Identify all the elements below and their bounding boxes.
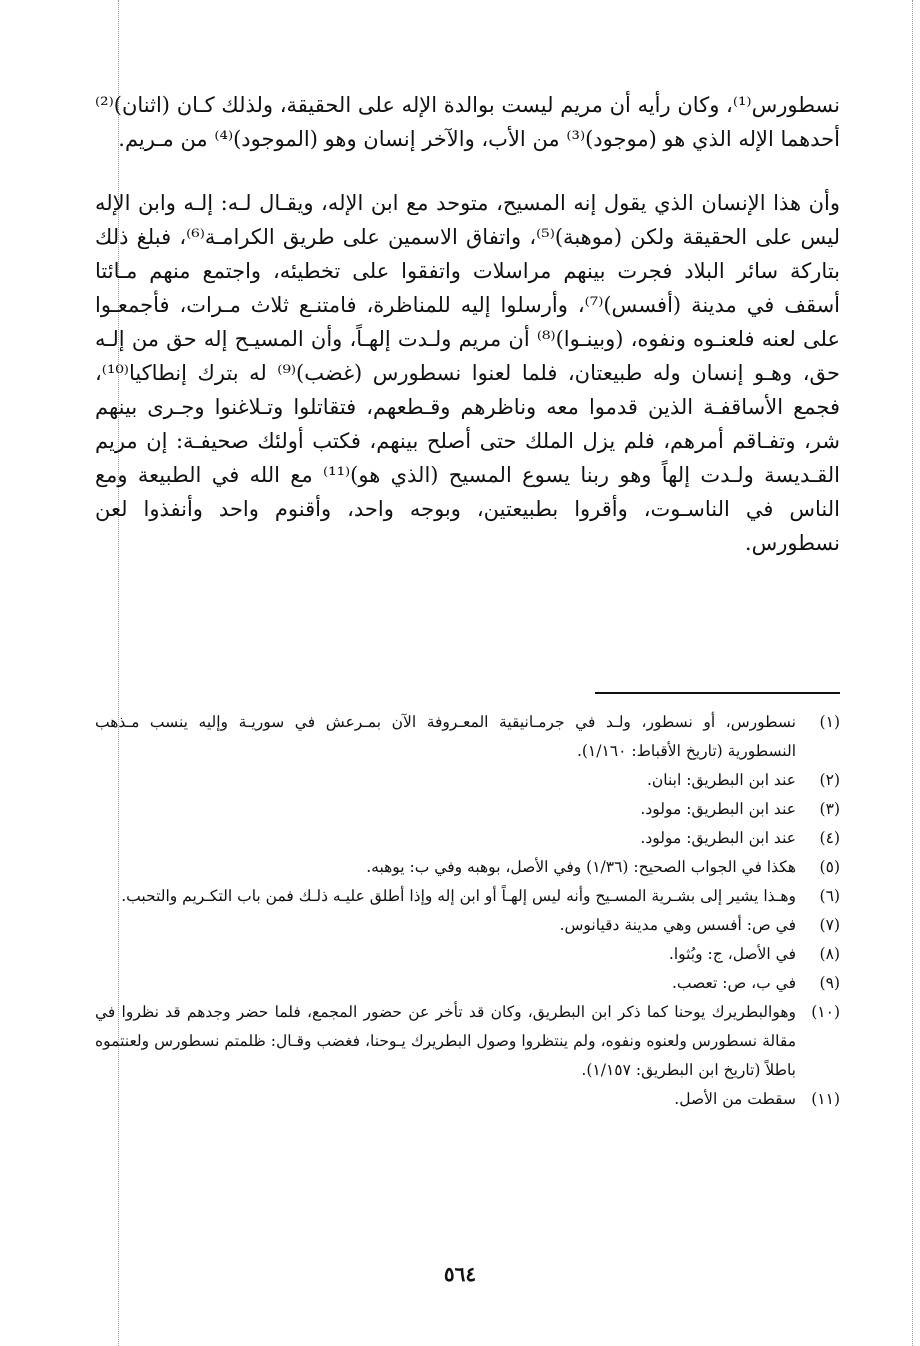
footnote-number: (٢) [819, 771, 840, 789]
footnote-number: (١١) [811, 1090, 840, 1108]
footnote-text: وهوالبطريرك يوحنا كما ذكر ابن البطريق، وكان قد تأخر عن حضور المجمع، فلما حضر وجدهم قد نظروا في مقالة نسطورس ولعنوه ونفوه، ولم ينتظروا وصول البطريرك يـوحنا، فغضب وقـال: ظلمتم نسطورس ولعنتموه باطلاً (تاريخ ابن البطريق: ١/١٥٧). [95, 1003, 796, 1079]
footnote [95, 940, 840, 969]
footnote-number: (٤) [819, 829, 840, 847]
footnote-separator [595, 692, 840, 694]
footnote-text: في ب، ص: تعصب. [671, 974, 796, 992]
footnote-text: عند ابن البطريق: ابنان. [646, 771, 796, 789]
footnote-number: (١) [819, 713, 840, 731]
page-number: ٥٦٤ [443, 1262, 477, 1286]
footnote [95, 969, 840, 998]
footnote [95, 824, 840, 853]
footnote-number: (٩) [819, 974, 840, 992]
footnote-text: هكذا في الجواب الصحيح: (١/٣٦) وفي الأصل، بوهبه وفي ب: يوهبه. [366, 858, 796, 876]
footnote-text: سقطت من الأصل. [674, 1090, 796, 1108]
footnote-text: وهـذا يشير إلى بشـرية المسـيح وأنه ليس إلهـاً أو ابن إله وإذا أطلق عليـه ذلـك فمن باب التكـريم والتحبب. [121, 887, 796, 905]
footnote-text: عند ابن البطريق: مولود. [640, 800, 796, 818]
footnote-text: نسطورس، أو نسطور، ولـد في جرمـانيقية المعـروفة الآن بمـرعش في سوريـة وإليه ينسب مـذهب النسطورية (تاريخ الأقباط: ١/١٦٠). [95, 713, 796, 760]
paragraph: وأن هذا الإنسان الذي يقول إنه المسيح، متوحد مع ابن الإله، ويقـال لـه: إلـه وابن الإله ليس على الحقيقة ولكن (موهبة)⁽⁵⁾، واتفاق الاسمين على طريق الكرامـة⁽⁶⁾، فبلغ ذلك بتاركة سائر البلاد فجرت بينهم مراسلات واتفقوا على تخطيئه، واجتمع منهم مـائتا أسقف في مدينة (أفسس)⁽⁷⁾، وأرسلوا إليه للمناظرة، فامتنـع ثلاث مـرات، فأجمعـوا على لعنه فلعنـوه ونفوه، (وبينـوا)⁽⁸⁾ أن مريم ولـدت إلهـاً، وأن المسيـح إله حق من إلـه حق، وهـو إنسان وله طبيعتان، فلما لعنوا نسطورس (غضب)⁽⁹⁾ له بترك إنطاكيا⁽¹⁰⁾، فجمع الأساقفـة الذين قدموا معه وناظرهم وقـطعهم، فتقاتلوا وتـلاغنوا وجـرى بينهم شر، وتفـاقم أمرهم، فلم يزل الملك حتى أصلح بينهم، فكتب أولئك صحيفـة: إن مريم القـديسة ولـدت إلهاً وهو ربنا يسوع المسيح (الذي هو)⁽¹¹⁾ مع الله في الطبيعة ومع الناس في الناسـوت، وأقروا بطبيعتين، وبوجه واحد، وأقنوم واحد وأنفذوا لعن نسطورس. [95, 191, 841, 555]
footnote [95, 882, 840, 911]
footnote-number: (١٠) [811, 1003, 840, 1021]
footnote [95, 1085, 840, 1114]
footnote-text: في ص: أفسس وهي مدينة دقيانوس. [559, 916, 796, 934]
footnote [95, 795, 840, 824]
footnote-number: (٥) [819, 858, 840, 876]
footnote [95, 998, 840, 1085]
footnotes [95, 708, 840, 1114]
footnote-text: عند ابن البطريق: مولود. [640, 829, 796, 847]
footnote-number: (٦) [819, 887, 840, 905]
scan-edge-line [912, 0, 913, 1346]
paragraph: نسطورس⁽¹⁾، وكان رأيه أن مريم ليست بوالدة الإله على الحقيقة، ولذلك كـان (اثنان)⁽²⁾ أحدهما الإله الذي هو (موجود)⁽³⁾ من الأب، والآخر إنسان وهو (الموجود)⁽⁴⁾ من مـريم. [95, 93, 840, 151]
footnote [95, 853, 840, 882]
footnote [95, 911, 840, 940]
footnote-number: (٨) [819, 945, 840, 963]
footnote-number: (٣) [819, 800, 840, 818]
footnote-number: (٧) [819, 916, 840, 934]
footnote [95, 766, 840, 795]
footnote-text: في الأصل، ج: وبُثوا. [668, 945, 796, 963]
main-text [95, 88, 840, 560]
footnote [95, 708, 840, 766]
